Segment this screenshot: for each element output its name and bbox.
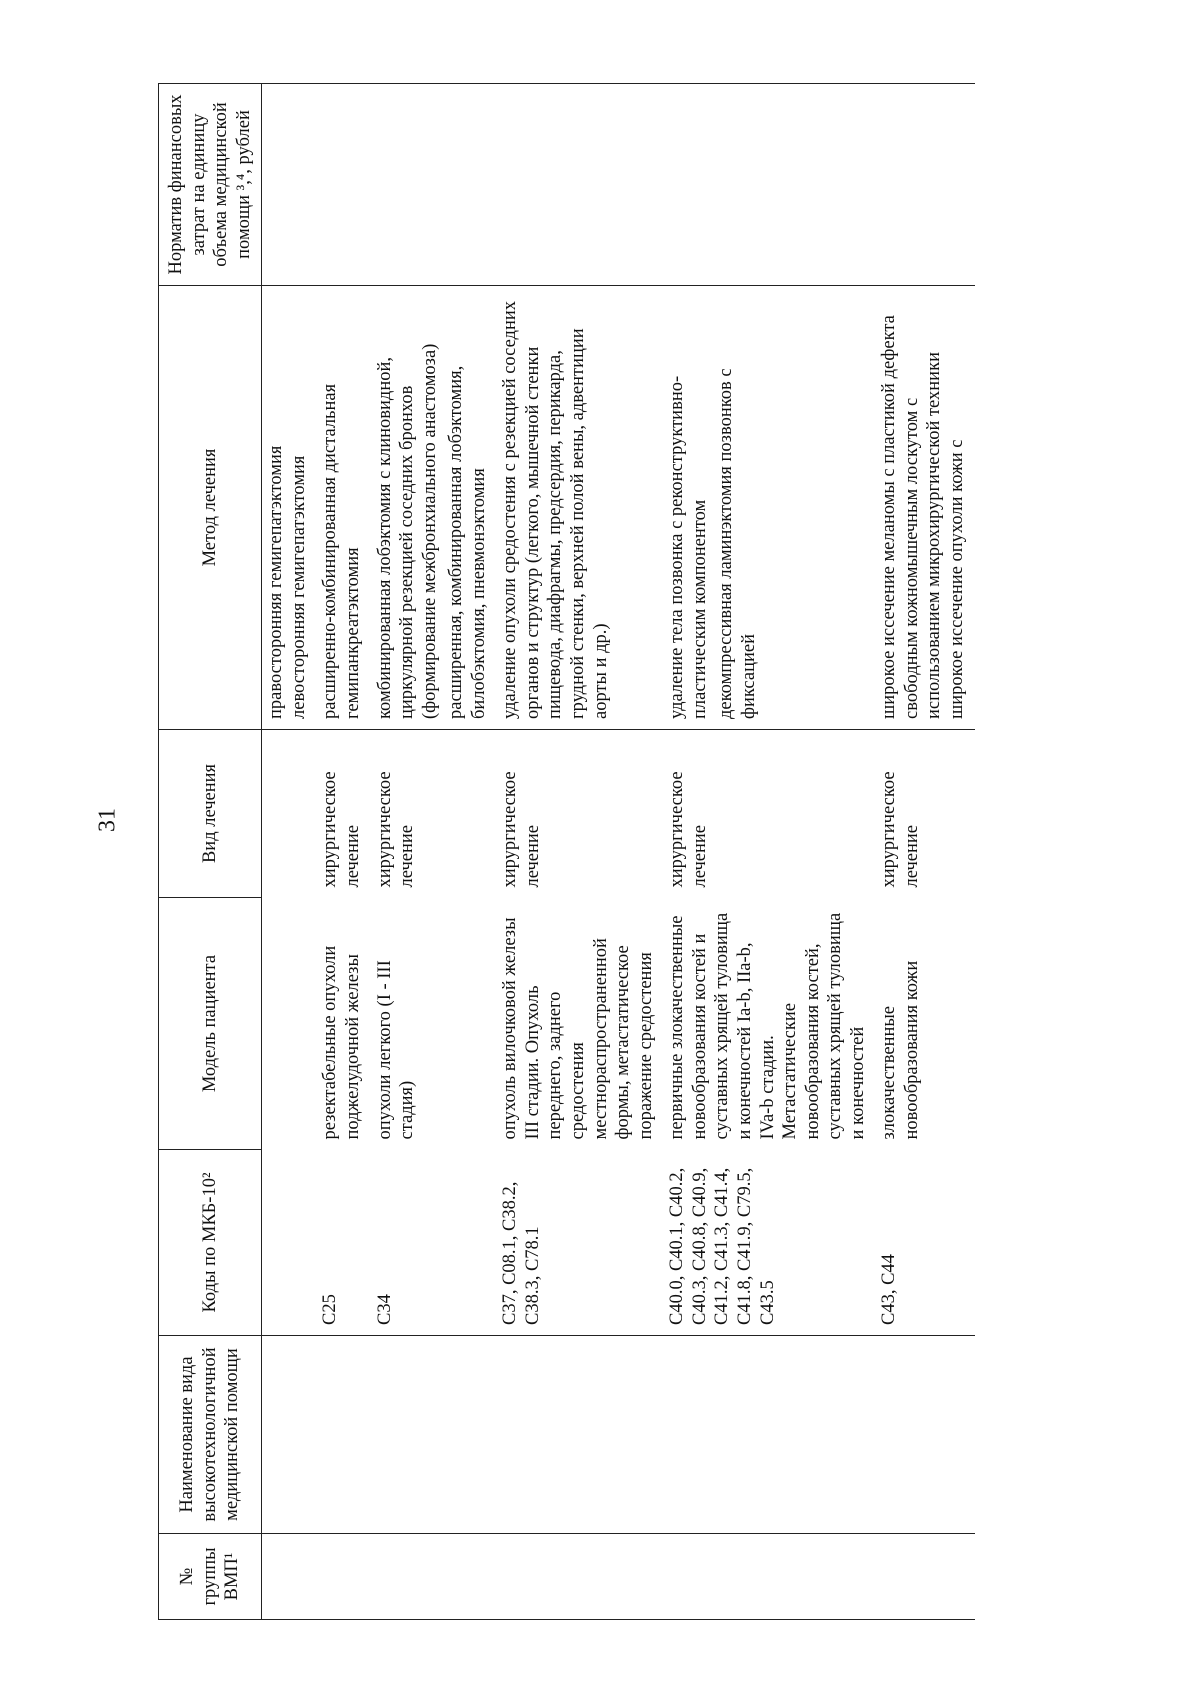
table-row bbox=[663, 84, 875, 1620]
header-icd-codes: Коды по МКБ-10² bbox=[159, 1150, 262, 1336]
header-vmp-name: Наименование вида высокотехнологичной медицинской помощи bbox=[159, 1336, 262, 1534]
table-row bbox=[875, 84, 974, 1620]
header-treatment-type: Вид лечения bbox=[159, 730, 262, 898]
treatment-type-cell: хирургическое лечение bbox=[374, 771, 418, 888]
icd-codes-cell: C34 bbox=[371, 1150, 497, 1336]
vmp-table bbox=[158, 83, 975, 1620]
table-row bbox=[371, 84, 497, 1620]
treatment-type-cell bbox=[262, 730, 317, 898]
treatment-method-cell bbox=[663, 286, 875, 730]
method-text: левосторонняя гемигепатэктомия bbox=[288, 455, 309, 719]
table-row bbox=[262, 84, 317, 1620]
rotated-table-container bbox=[158, 84, 1200, 1620]
patient-model-cell: злокачественные новообразования кожи bbox=[879, 960, 922, 1140]
treatment-type-cell: хирургическое лечение bbox=[320, 771, 363, 888]
icd-codes-cell: C25 bbox=[316, 1150, 370, 1336]
treatment-method-cell bbox=[371, 286, 497, 730]
icd-codes-cell bbox=[262, 1150, 317, 1336]
patient-model-cell: резектабельные опухоли поджелудочной железы bbox=[320, 945, 363, 1140]
treatment-method-cell bbox=[316, 286, 370, 730]
patient-model-cell: первичные злокачественные новообразования костей и суставных хрящей туловища и конечностей Ia-b, IIa-b, IVa-b стадии. Метастатические новообразования костей, суставных хрящей туловища и конечностей bbox=[667, 912, 868, 1140]
header-treatment-method: Метод лечения bbox=[159, 286, 262, 730]
treatment-method-cell bbox=[875, 286, 974, 730]
icd-codes-cell: C37, C08.1, C38.2, C38.3, C78.1 bbox=[496, 1150, 663, 1336]
method-text: декомпрессивная ламинэктомия позвонков с фиксацией bbox=[716, 368, 759, 719]
header-cost-standard: Норматив финансовых затрат на единицу объема медицинской помощи ³,⁴, рублей bbox=[159, 84, 262, 286]
treatment-type-cell: хирургическое лечение bbox=[879, 771, 922, 888]
treatment-type-cell: хирургическое лечение bbox=[500, 771, 543, 888]
method-text: широкое иссечение меланомы с пластикой дефекта свободным кожномышечным лоскутом с использованием микрохирургической техники bbox=[879, 315, 945, 719]
method-text: расширенная, комбинированная лобэктомия, билобэктомия, пневмонэктомия bbox=[446, 365, 489, 719]
table-row bbox=[316, 84, 370, 1620]
icd-codes-cell: C43, C44 bbox=[875, 1150, 974, 1336]
treatment-method-cell bbox=[496, 286, 663, 730]
page-number: 31 bbox=[94, 808, 121, 832]
header-patient-model: Модель пациента bbox=[159, 898, 262, 1150]
header-group-number: № группы ВМП¹ bbox=[159, 1534, 262, 1620]
method-text: правосторонняя гемигепатэктомия bbox=[266, 445, 287, 719]
treatment-type-cell: хирургическое лечение bbox=[667, 771, 710, 888]
patient-model-cell: опухоль вилочковой железы III стадии. Опухоль переднего, заднего средостения местнораспространенной формы, метастатическое поражение средостения bbox=[500, 917, 656, 1140]
treatment-method-cell bbox=[262, 286, 317, 730]
method-text: комбинированная лобэктомия с клиновидной, циркулярной резекцией соседних бронхов (формирование межбронхиального анастомоза) bbox=[374, 343, 440, 719]
icd-codes-cell: C40.0, C40.1, C40.2, C40.3, C40.8, C40.9, C41.2, C41.3, C41.4, C41.8, C41.9, C79.5, C43.5 bbox=[663, 1150, 875, 1336]
patient-model-cell: опухоли легкого (I - III стадия) bbox=[374, 960, 418, 1140]
method-text: удаление опухоли средостения с резекцией соседних органов и структур (легкого, мышечной стенки пищевода, диафрагмы, предсердия, перикарда, грудной стенки, верхней полой вены, адвентиции аорты и др.) bbox=[500, 300, 611, 719]
patient-model-cell bbox=[262, 898, 317, 1150]
method-text: расширенно-комбинированная дистальная гемипанкреатэктомия bbox=[320, 383, 363, 719]
header-row bbox=[159, 84, 262, 1620]
method-text: широкое иссечение опухоли кожи с bbox=[947, 439, 967, 719]
method-text: удаление тела позвонка с реконструктивно-пластическим компонентом bbox=[667, 375, 710, 719]
table-row bbox=[496, 84, 663, 1620]
